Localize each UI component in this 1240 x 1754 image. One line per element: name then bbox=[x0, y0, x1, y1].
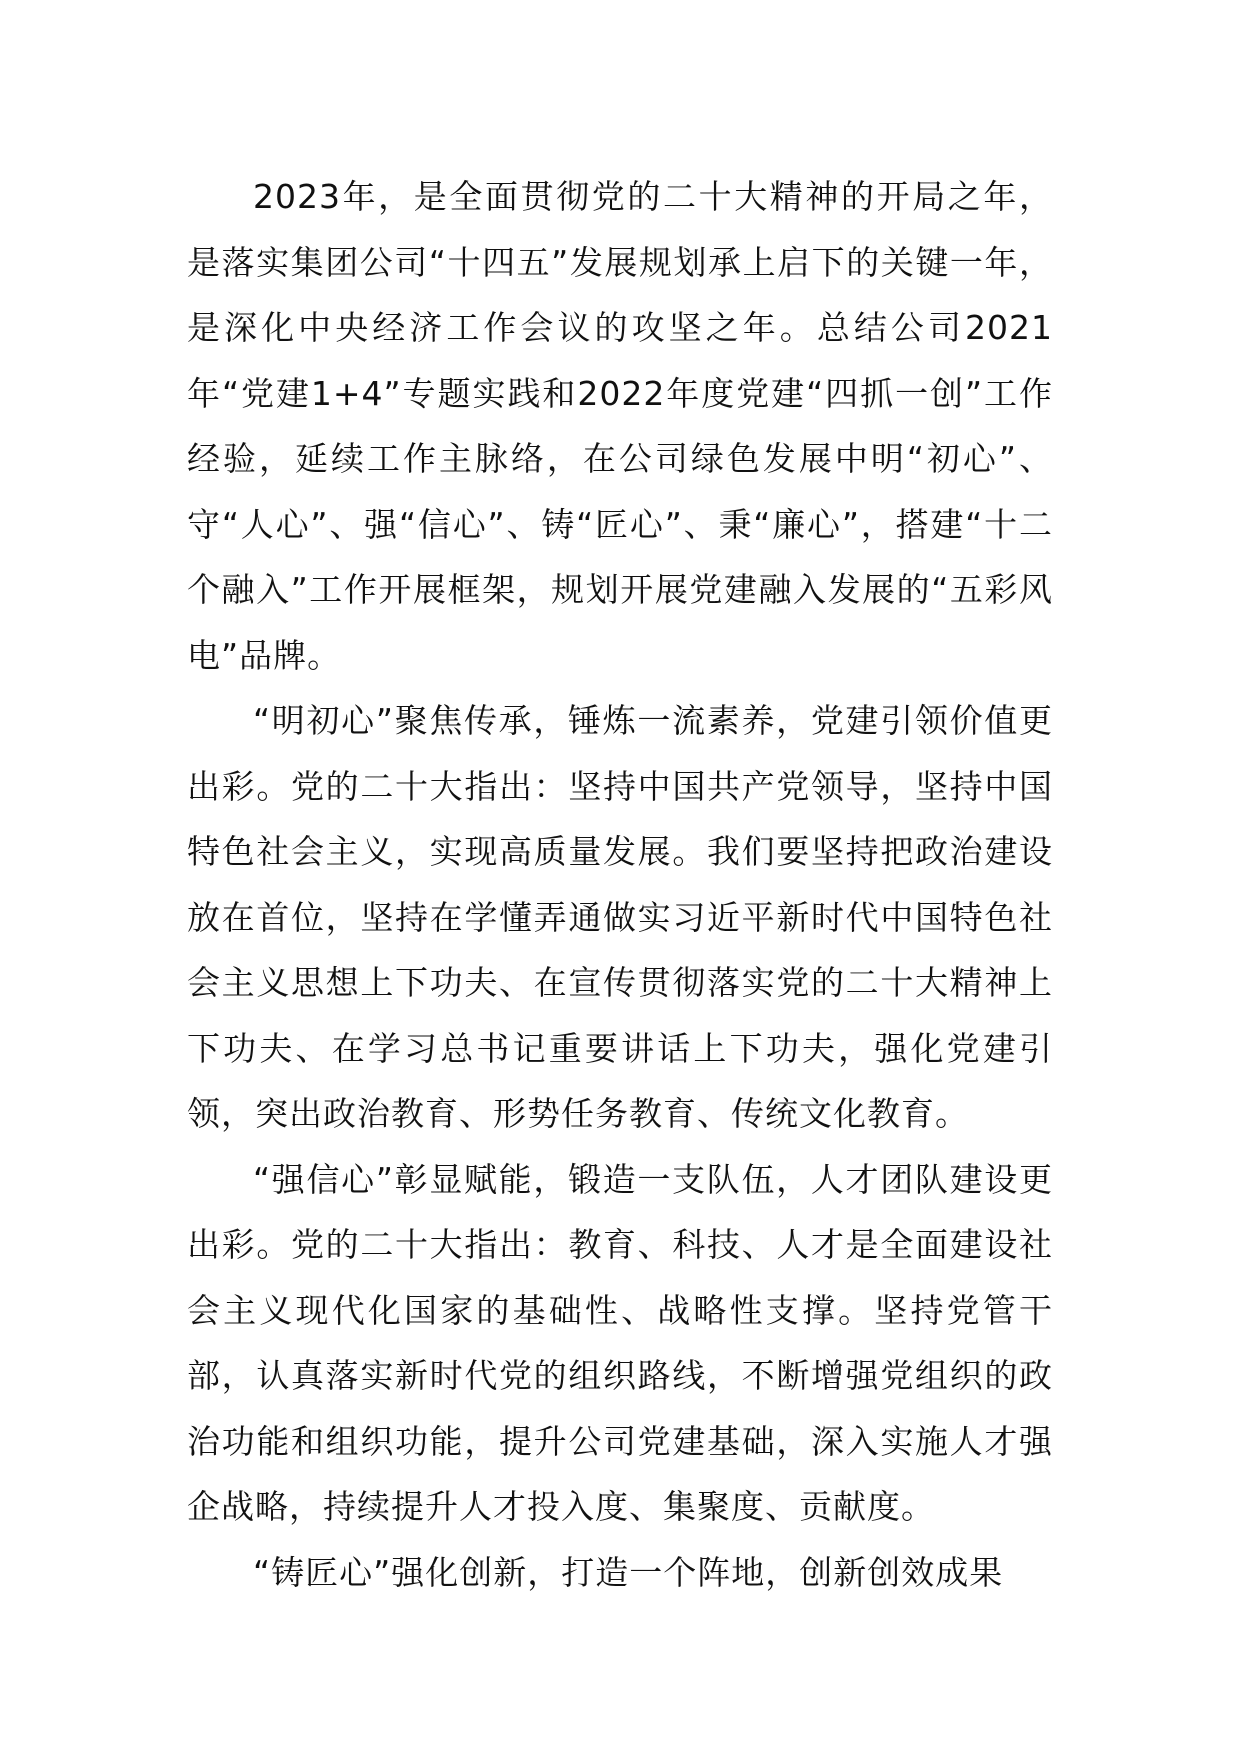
document-body bbox=[187, 164, 1053, 1605]
paragraph-zhu-jiangxin: “铸匠心”强化创新，打造一个阵地，创新创效成果 bbox=[253, 1552, 1004, 1592]
paragraph-ming-chuxin: “明初心”聚焦传承，锤炼一流素养，党建引领价值更出彩。党的二十大指出：坚持中国共产党领导，坚持中国特色社会主义，实现高质量发展。我们要坚持把政治建设放在首位，坚持在学懂弄通做实习近平新时代中国特色社会主义思想上下功夫、在宣传贯彻落实党的二十大精神上下功夫、在学习总书记重要讲话上下功夫，强化党建引领，突出政治教育、形势任务教育、传统文化教育。 bbox=[187, 701, 1053, 1133]
paragraph-qiang-xinxin: “强信心”彰显赋能，锻造一支队伍，人才团队建设更出彩。党的二十大指出：教育、科技、人才是全面建设社会主义现代化国家的基础性、战略性支撑。坚持党管干部，认真落实新时代党的组织路线，不断增强党组织的政治功能和组织功能，提升公司党建基础，深入实施人才强企战略，持续提升人才投入度、集聚度、贡献度。 bbox=[187, 1159, 1053, 1526]
paragraph-intro: 2023年，是全面贯彻党的二十大精神的开局之年，是落实集团公司“十四五”发展规划承上启下的关键一年，是深化中央经济工作会议的攻坚之年。总结公司2021年“党建1+4”专题实践和2022年度党建“四抓一创”工作经验，延续工作主脉络，在公司绿色发展中明“初心”、守“人心”、强“信心”、铸“匠心”、秉“廉心”，搭建“十二个融入”工作开展框架，规划开展党建融入发展的“五彩风电”品牌。 bbox=[187, 177, 1053, 675]
